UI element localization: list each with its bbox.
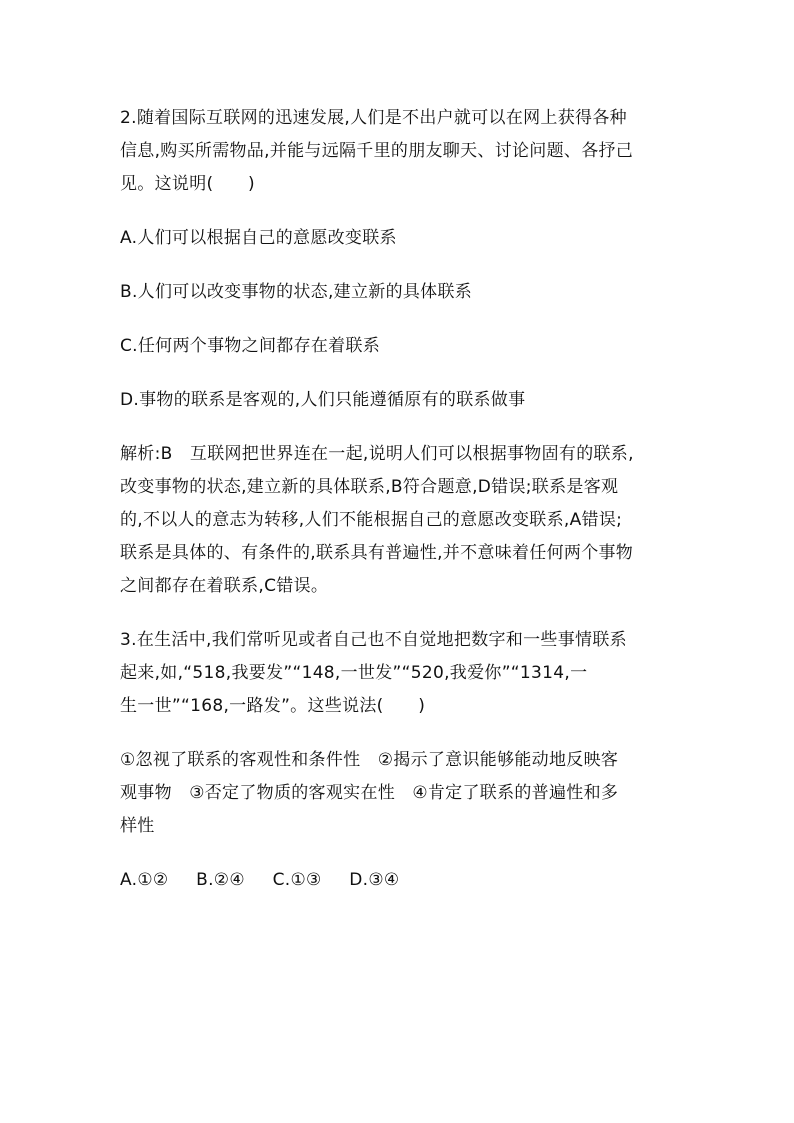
question-2-stem-line: 见。这说明( ) <box>120 174 255 194</box>
choice-d: D.③④ <box>349 870 400 890</box>
question-2-option-c <box>120 330 680 363</box>
analysis-line: 之间都存在着联系,C错误。 <box>120 576 329 596</box>
choices-line <box>120 864 680 897</box>
choice-b: B.②④ <box>196 870 245 890</box>
option-c-text: C.任何两个事物之间都存在着联系 <box>120 336 381 356</box>
question-3-stem <box>120 624 680 723</box>
choice-a: A.①② <box>120 870 169 890</box>
question-2-stem <box>120 102 680 201</box>
option-d-text: D.事物的联系是客观的,人们只能遵循原有的联系做事 <box>120 390 526 410</box>
choice-c: C.①③ <box>272 870 322 890</box>
document-content <box>120 102 680 918</box>
statements-line: ①忽视了联系的客观性和条件性 ②揭示了意识能够能动地反映客 <box>120 750 619 770</box>
statements-line: 样性 <box>120 816 155 836</box>
analysis-line: 解析:B 互联网把世界连在一起,说明人们可以根据事物固有的联系, <box>120 444 634 464</box>
question-2-stem-line: 2.随着国际互联网的迅速发展,人们是不出户就可以在网上获得各种 <box>120 108 627 128</box>
option-b-text: B.人们可以改变事物的状态,建立新的具体联系 <box>120 282 473 302</box>
option-a-text: A.人们可以根据自己的意愿改变联系 <box>120 228 397 248</box>
question-2-option-b <box>120 276 680 309</box>
analysis-line: 联系是具体的、有条件的,联系具有普遍性,并不意味着任何两个事物 <box>120 543 634 563</box>
question-3-choices <box>120 864 680 897</box>
question-2-stem-line: 信息,购买所需物品,并能与远隔千里的朋友聊天、讨论问题、各抒己 <box>120 141 634 161</box>
question-2-option-d <box>120 384 680 417</box>
question-3-statements <box>120 744 680 843</box>
statements-line: 观事物 ③否定了物质的客观实在性 ④肯定了联系的普遍性和多 <box>120 783 619 803</box>
question-3-stem-line: 3.在生活中,我们常听见或者自己也不自觉地把数字和一些事情联系 <box>120 630 627 650</box>
analysis-line: 改变事物的状态,建立新的具体联系,B符合题意,D错误;联系是客观 <box>120 477 619 497</box>
analysis-line: 的,不以人的意志为转移,人们不能根据自己的意愿改变联系,A错误; <box>120 510 623 530</box>
question-2-analysis <box>120 438 680 603</box>
question-3-stem-line: 生一世”“168,一路发”。这些说法( ) <box>120 696 426 716</box>
question-3-stem-line: 起来,如,“518,我要发”“148,一世发”“520,我爱你”“1314,一 <box>120 663 588 683</box>
question-2-option-a <box>120 222 680 255</box>
